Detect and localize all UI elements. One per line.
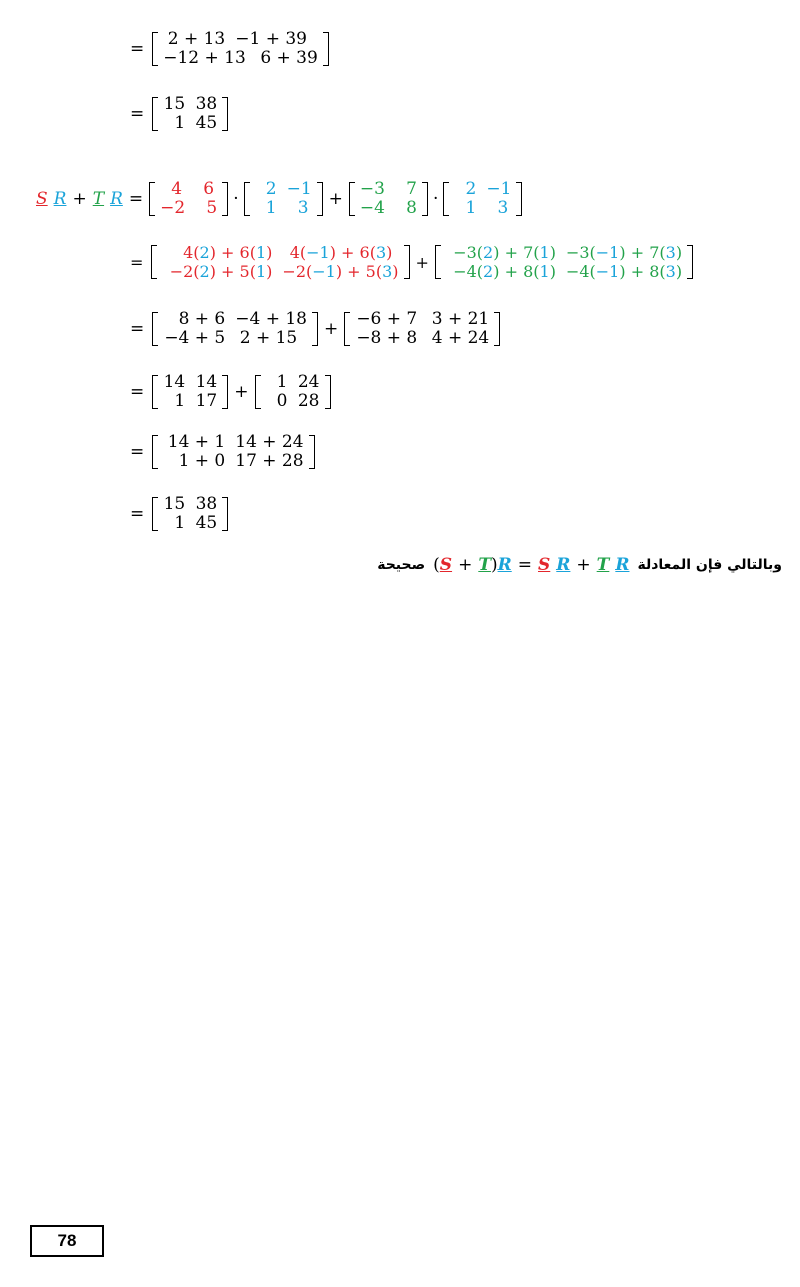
paren: ( bbox=[433, 555, 440, 575]
cell: 3 + 21 bbox=[431, 309, 490, 329]
cell: 5 bbox=[206, 198, 218, 218]
cell: 1 + 0 bbox=[178, 451, 226, 471]
cell: −3 bbox=[359, 179, 385, 199]
matrix-sr-result bbox=[152, 373, 228, 411]
cell: −4 + 18 bbox=[235, 309, 307, 329]
dot-operator: · bbox=[432, 189, 439, 209]
matrix-result-1 bbox=[152, 95, 228, 133]
s-symbol: S bbox=[538, 555, 551, 575]
matrix-expanded-tr bbox=[435, 243, 693, 281]
identity-formula bbox=[433, 555, 629, 575]
t-symbol: T bbox=[596, 555, 610, 575]
cell: 1 bbox=[174, 513, 186, 533]
cell: −3(2) + 7(1) bbox=[453, 243, 556, 262]
matrix-t bbox=[349, 180, 428, 218]
cell: −4 bbox=[359, 198, 385, 218]
cell: −4(−1) + 8(3) bbox=[565, 262, 683, 281]
cell: 45 bbox=[195, 113, 218, 133]
cell: 14 bbox=[163, 372, 186, 392]
cell: 8 bbox=[406, 198, 417, 218]
cell: 1 bbox=[276, 372, 288, 392]
cell: 3 bbox=[297, 198, 309, 218]
cell: 6 + 39 bbox=[260, 48, 318, 68]
cell: 14 + 24 bbox=[235, 432, 304, 452]
line-7 bbox=[130, 433, 315, 471]
plus-sign: + bbox=[576, 555, 591, 575]
equals-sign: = bbox=[130, 319, 145, 339]
cell: 1 bbox=[465, 198, 477, 218]
equals-sign: = bbox=[130, 104, 145, 124]
cell: 1 bbox=[174, 113, 186, 133]
cell: 4 bbox=[171, 179, 183, 199]
cell: −6 + 7 bbox=[356, 309, 418, 329]
matrix-expanded-sr bbox=[151, 243, 409, 281]
r-symbol: R bbox=[110, 189, 123, 209]
line-6 bbox=[130, 373, 331, 411]
matrix-r bbox=[443, 180, 522, 218]
plus-sign: + bbox=[324, 319, 339, 339]
s-symbol: S bbox=[36, 189, 48, 209]
cell: 24 bbox=[297, 372, 320, 392]
cell: 1 bbox=[265, 198, 277, 218]
r-symbol: R bbox=[497, 555, 512, 575]
equals-sign: = bbox=[130, 252, 144, 272]
line-2 bbox=[130, 95, 228, 133]
line-1 bbox=[130, 30, 329, 68]
r-symbol: R bbox=[53, 189, 67, 209]
matrix-sum-1 bbox=[152, 30, 329, 68]
cell: 6 bbox=[203, 179, 215, 199]
cell: 45 bbox=[195, 513, 218, 533]
equals-sign: = bbox=[130, 442, 145, 462]
cell: 15 bbox=[163, 94, 186, 114]
cell: 28 bbox=[297, 391, 320, 411]
cell: −2(−1) + 5(3) bbox=[282, 262, 399, 281]
t-symbol: T bbox=[478, 555, 491, 575]
conclusion-suffix: صحيحة bbox=[377, 557, 426, 573]
plus-sign: + bbox=[458, 555, 473, 575]
r-symbol: R bbox=[615, 555, 630, 575]
page-number: 78 bbox=[30, 1225, 104, 1257]
cell: 17 bbox=[195, 391, 218, 411]
cell: −12 + 13 bbox=[163, 48, 246, 68]
cell: 38 bbox=[195, 94, 218, 114]
matrix-sum-tr bbox=[344, 310, 500, 348]
cell: −2 bbox=[160, 198, 186, 218]
cell: 0 bbox=[276, 391, 288, 411]
cell: 1 bbox=[174, 391, 186, 411]
cell: −4(2) + 8(1) bbox=[453, 262, 556, 281]
matrix-sum-2 bbox=[152, 433, 314, 471]
cell: −2(2) + 5(1) bbox=[169, 262, 273, 281]
cell: 4 + 24 bbox=[431, 328, 490, 348]
line-4-expanded bbox=[130, 243, 693, 281]
line-8 bbox=[130, 495, 228, 533]
cell: 15 bbox=[163, 494, 186, 514]
cell: 2 + 15 bbox=[239, 328, 298, 348]
cell: −1 + 39 bbox=[235, 29, 307, 49]
equals-sign: = bbox=[130, 39, 145, 59]
cell: −8 + 8 bbox=[356, 328, 418, 348]
cell: 2 + 13 bbox=[167, 29, 226, 49]
conclusion-line bbox=[377, 555, 782, 575]
cell: 4(−1) + 6(3) bbox=[289, 243, 393, 262]
line-5 bbox=[130, 310, 500, 348]
cell: 2 bbox=[265, 179, 277, 199]
plus-sign: + bbox=[328, 189, 343, 209]
cell: 17 + 28 bbox=[235, 451, 304, 471]
cell: 38 bbox=[195, 494, 218, 514]
t-symbol: T bbox=[92, 189, 105, 209]
matrix-s bbox=[149, 180, 228, 218]
cell: 8 + 6 bbox=[178, 309, 226, 329]
cell: −1 bbox=[486, 179, 512, 199]
plus-sign: + bbox=[415, 252, 429, 272]
equals-sign: = bbox=[130, 504, 145, 524]
matrix-tr-result bbox=[255, 373, 331, 411]
paren: ) bbox=[490, 555, 498, 575]
equals-sign: = bbox=[128, 189, 144, 209]
equals-sign: = bbox=[517, 555, 532, 575]
r-symbol: R bbox=[556, 555, 571, 575]
cell: −1 bbox=[286, 179, 312, 199]
equals-sign: = bbox=[130, 382, 145, 402]
plus-sign: + bbox=[234, 382, 249, 402]
line-3-sr-plus-tr bbox=[36, 180, 522, 218]
cell: −4 + 5 bbox=[164, 328, 226, 348]
matrix-sum-sr bbox=[152, 310, 318, 348]
plus-sign: + bbox=[72, 189, 87, 209]
cell: 4(2) + 6(1) bbox=[183, 243, 273, 262]
matrix-result-2 bbox=[152, 495, 228, 533]
dot-operator: · bbox=[233, 189, 239, 209]
cell: 14 + 1 bbox=[167, 432, 226, 452]
cell: 3 bbox=[497, 198, 509, 218]
cell: 2 bbox=[465, 179, 477, 199]
conclusion-prefix: وبالتالي فإن المعادلة bbox=[637, 557, 782, 573]
cell: −3(−1) + 7(3) bbox=[565, 243, 683, 262]
s-symbol: S bbox=[439, 555, 453, 575]
matrix-r bbox=[244, 180, 323, 218]
cell: 14 bbox=[195, 372, 218, 392]
cell: 7 bbox=[406, 179, 417, 199]
